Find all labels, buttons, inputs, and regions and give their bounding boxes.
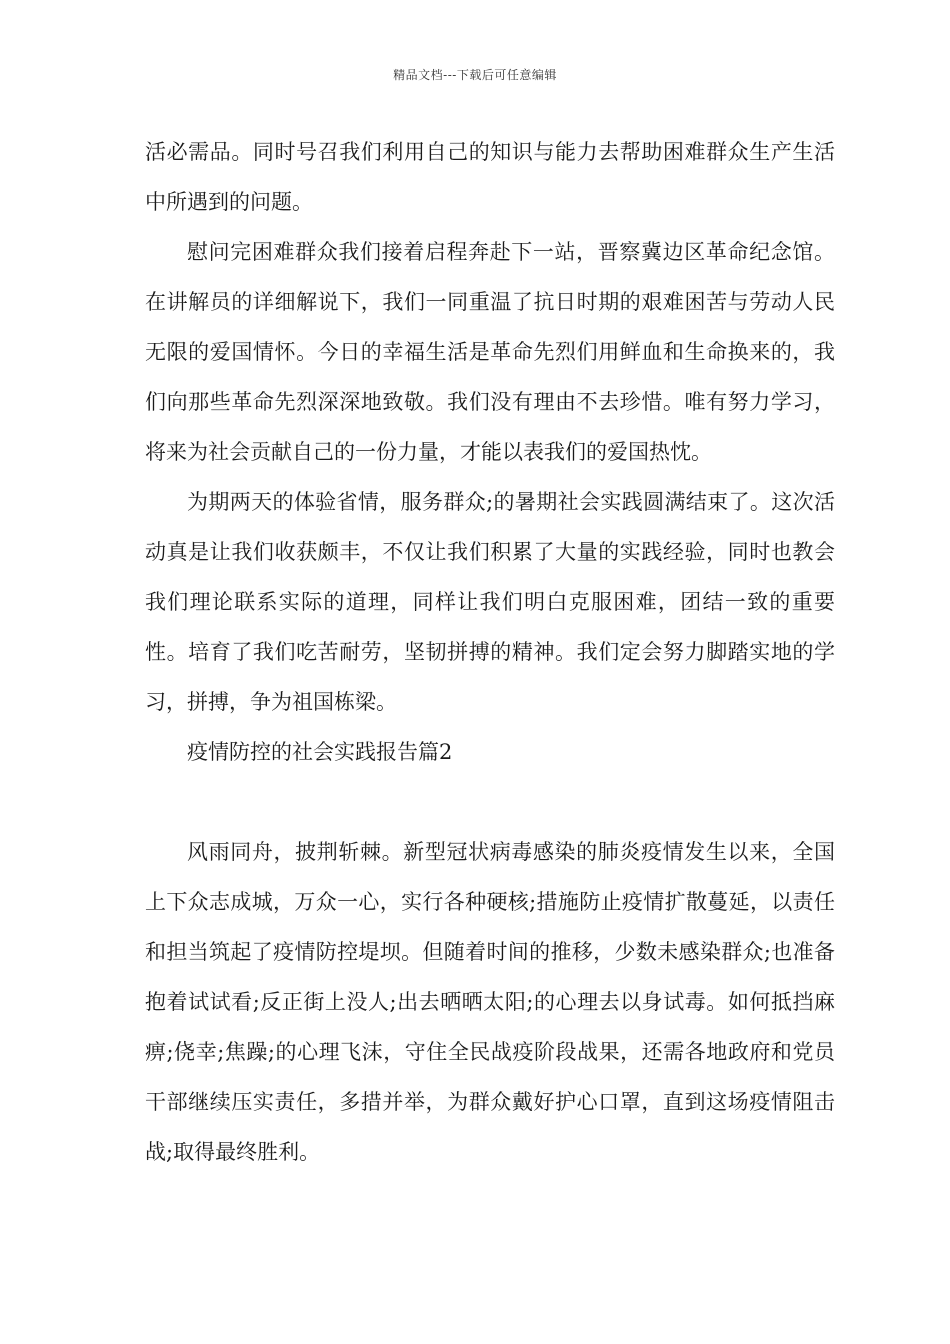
document-body (145, 127, 835, 1177)
paragraph-4: 风雨同舟，披荆斩棘。新型冠状病毒感染的肺炎疫情发生以来，全国上下众志成城，万众一心，实行各种硬核;措施防止疫情扩散蔓延，以责任和担当筑起了疫情防控堤坝。但随着时间的推移，少数未感染群众;也准备抱着试试看;反正街上没人;出去晒晒太阳;的心理去以身试毒。如何抵挡麻痹;侥幸;焦躁;的心理飞沫，守住全民战疫阶段战果，还需各地政府和党员干部继续压实责任，多措并举，为群众戴好护心口罩，直到这场疫情阻击战;取得最终胜利。 (145, 840, 835, 1164)
page-header: 精品文档---下载后可任意编辑 (393, 68, 557, 82)
blank-line (145, 777, 835, 827)
paragraph-3: 为期两天的体验省情，服务群众;的暑期社会实践圆满结束了。这次活动真是让我们收获颇丰，不仅让我们积累了大量的实践经验，同时也教会我们理论联系实际的道理，同样让我们明白克服困难，团结一致的重要性。培育了我们吃苦耐劳，坚韧拼搏的精神。我们定会努力脚踏实地的学习，拼搏，争为祖国栋梁。 (145, 490, 835, 714)
section-title: 疫情防控的社会实践报告篇2 (187, 740, 453, 764)
paragraph-2: 慰问完困难群众我们接着启程奔赴下一站，晋察冀边区革命纪念馆。在讲解员的详细解说下，我们一同重温了抗日时期的艰难困苦与劳动人民无限的爱国情怀。今日的幸福生活是革命先烈们用鲜血和生命换来的，我们向那些革命先烈深深地致敬。我们没有理由不去珍惜。唯有努力学习，将来为社会贡献自己的一份力量，才能以表我们的爱国热忱。 (145, 240, 835, 464)
paragraph-1: 活必需品。同时号召我们利用自己的知识与能力去帮助困难群众生产生活中所遇到的问题。 (145, 140, 835, 214)
